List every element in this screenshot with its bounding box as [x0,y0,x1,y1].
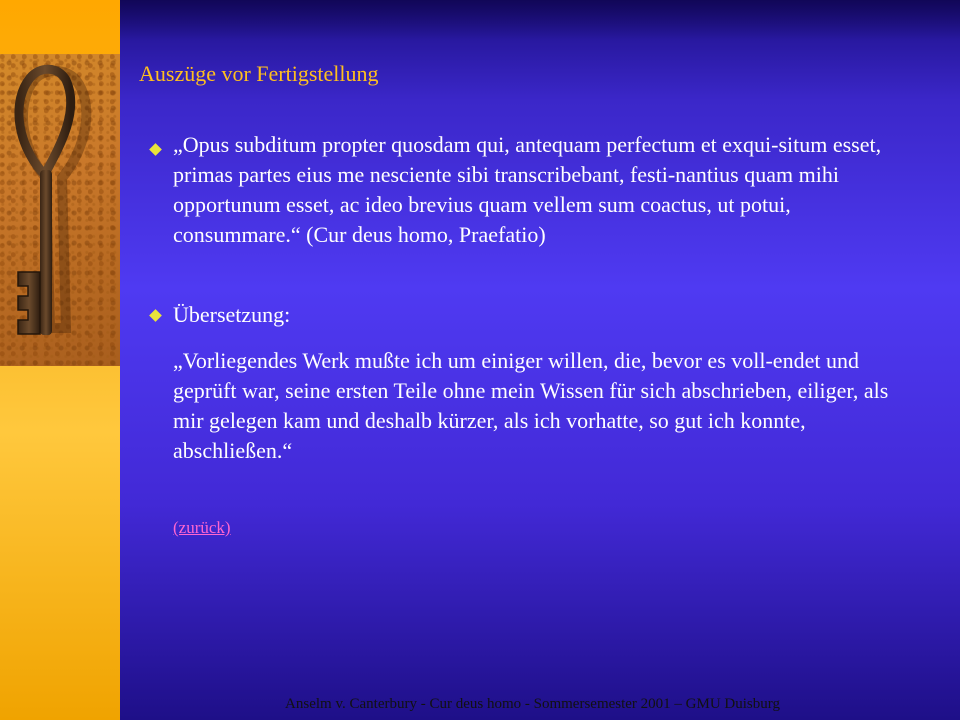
diamond-bullet-icon [149,143,162,156]
slide-footer: Anselm v. Canterbury - Cur deus homo - Sommersemester 2001 – GMU Duisburg [285,696,780,712]
back-link[interactable]: (zurück) [173,518,231,537]
latin-quote: „Opus subditum propter quosdam qui, antequam perfectum et exqui-situm esset, primas partes eius me nesciente sibi transcribebant, festi-nantius quam mihi opportunum esset, ac ideo brevius quam vellem sum coactus, ut potui, consummare.“ (Cur deus homo, Praefatio) [173,132,882,247]
slide-title: Auszüge vor Fertigstellung [139,61,379,86]
translation-text: „Vorliegendes Werk mußte ich um einiger willen, die, bevor es voll-endet und geprüft war, seine ersten Teile ohne mein Wissen für sich abschrieben, eiliger, als mir gelegen kam und deshalb kürzer, als ich vorhatte, so gut ich konnte, abschließen.“ [173,348,889,463]
translation-heading: Übersetzung: [173,302,291,327]
top-shade [120,0,960,40]
key-icon [0,54,120,366]
old-key-photo [0,54,120,366]
slide-content-area [120,0,960,720]
diamond-bullet-icon [149,309,162,322]
